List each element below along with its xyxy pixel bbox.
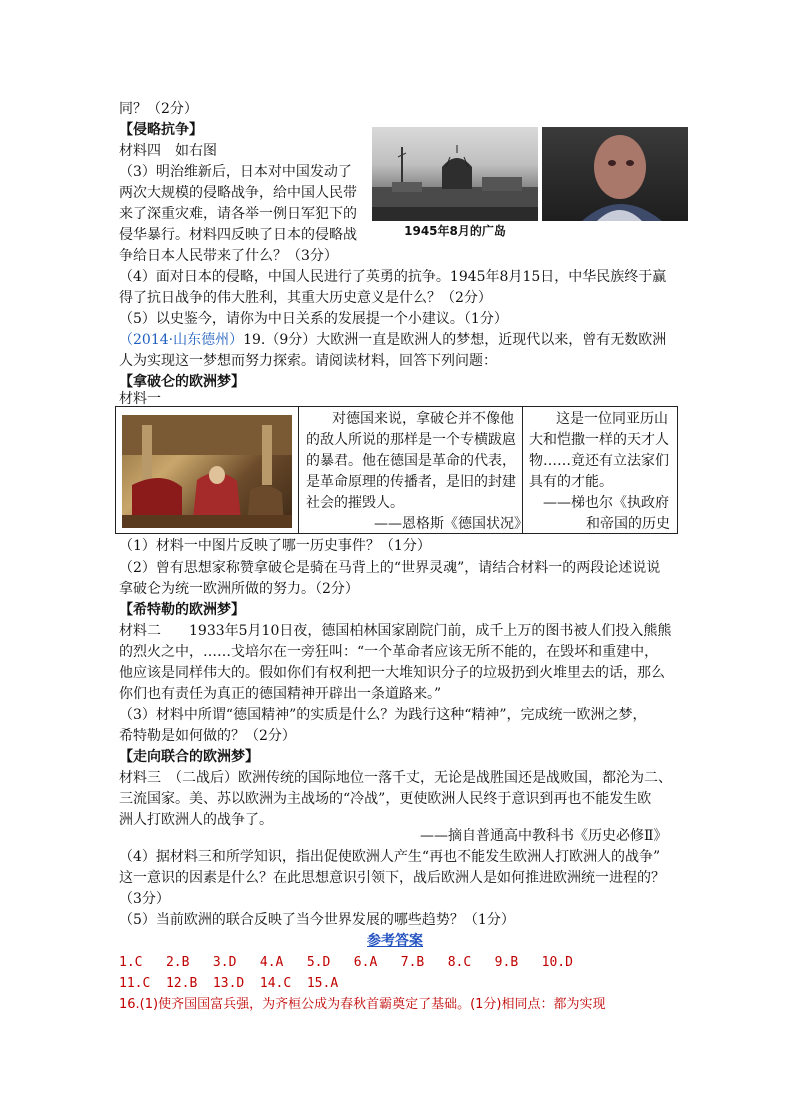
- text-line: 材料一: [119, 391, 161, 407]
- answer-row: 11.C 12.B 13.D 14.C 15.A: [119, 976, 339, 991]
- text-line: 拿破仑为统一欧洲所做的努力。（2分）: [119, 581, 359, 597]
- thiers-quote-line: 大和恺撒一样的天才人: [529, 432, 669, 448]
- engels-quote-line: 的暴君。他在德国是革命的代表，: [306, 453, 516, 469]
- text-line: 得了抗日战争的伟大胜利，其重大历史意义是什么？（2分）: [119, 290, 492, 306]
- engels-quote-line: 对德国来说，拿破仑并不像他: [332, 411, 514, 427]
- text-line: 材料二 1933年5月10日夜，德国柏林国家剧院门前，成千上万的图书被人们投入熊熊: [119, 623, 672, 639]
- material-table: [115, 406, 678, 534]
- question-intro: [119, 329, 666, 351]
- text-line: 来了深重灾难，请各举一例日军犯下的: [119, 206, 357, 222]
- text-line: 希特勒是如何做的？（2分）: [119, 728, 296, 744]
- napoleon-coronation-painting: [122, 415, 292, 528]
- text-line: 材料三 （二战后）欧洲传统的国际地位一落千丈，无论是战胜国还是战败国，都沦为二、: [119, 770, 672, 786]
- thiers-quote-line: 这是一位同亚历山: [556, 411, 668, 427]
- section-heading: 【侵略抗争】: [119, 122, 203, 138]
- text-line: 你们也有责任为真正的德国精神开辟出一条道路来。”: [119, 686, 442, 702]
- thiers-source: ——梯也尔《执政府: [543, 495, 669, 511]
- text-line: （2）曾有思想家称赞拿破仑是骑在马背上的“世界灵魂”，请结合材料一的两段论述说说: [119, 560, 661, 576]
- text-line: 争给日本人民带来了什么？（3分）: [119, 248, 338, 264]
- text-line: （5）以史鉴今，请你为中日关系的发展提一个小建议。（1分）: [119, 311, 508, 327]
- text-line: 他应该是同样伟大的。假如你们有权利把一大堆知识分子的垃圾扔到火堆里去的话，那么: [119, 665, 665, 681]
- text-line: （4）面对日本的侵略，中国人民进行了英勇的抗争。1945年8月15日，中华民族终于赢: [119, 269, 667, 285]
- text-line: （3）材料中所谓“德国精神”的实质是什么？为践行这种“精神”，完成统一欧洲之梦，: [119, 707, 647, 723]
- text-line: 这一意识的因素是什么？在此思想意识引领下，战后欧洲人是如何推进欧洲统一进程的？: [119, 870, 665, 886]
- question-text: 19.（9分）大欧洲一直是欧洲人的梦想，近现代以来，曾有无数欧洲: [243, 332, 667, 348]
- answer-row: 16.(1)使齐国国富兵强，为齐桓公成为春秋首霸奠定了基础。(1分)相同点：都为实现: [119, 997, 606, 1012]
- engels-source: ——恩格斯《德国状况》: [374, 516, 528, 532]
- text-line: 材料四 如右图: [119, 143, 217, 159]
- text-line: （1）材料一中图片反映了哪一历史事件？（1分）: [119, 538, 431, 554]
- engels-quote-line: 是革命原理的传播者，是旧的封建: [306, 474, 516, 490]
- text-line: （4）据材料三和所学知识，指出促使欧洲人产生“再也不能发生欧洲人打欧洲人的战争”: [119, 849, 661, 865]
- text-line: （3分）: [119, 891, 170, 907]
- text-line: 洲人打欧洲人的战争了。: [119, 812, 273, 828]
- text-line: （3）明治维新后，日本对中国发动了: [119, 164, 352, 180]
- text-line: 侵华暴行。材料四反映了日本的侵略战: [119, 227, 357, 243]
- text-line: 人为实现这一梦想而努力探索。请阅读材料，回答下列问题：: [119, 353, 497, 369]
- section-heading: 【希特勒的欧洲梦】: [119, 602, 245, 618]
- hiroshima-ruins-photo: [372, 127, 538, 221]
- text-line: （5）当前欧洲的联合反映了当今世界发展的哪些趋势？（1分）: [119, 912, 515, 928]
- section-heading: 【拿破仑的欧洲梦】: [119, 374, 245, 390]
- engels-quote-line: 社会的摧毁人。: [306, 495, 404, 511]
- question-source: （2014·山东德州）: [119, 332, 244, 348]
- thiers-source: 和帝国的历史: [586, 516, 670, 532]
- answers-title: 参考答案: [367, 933, 423, 949]
- section-heading: 【走向联合的欧洲梦】: [119, 749, 259, 765]
- thiers-quote-line: 具有的才能。: [529, 474, 613, 490]
- engels-quote-line: 的敌人所说的那样是一个专横跋扈: [306, 432, 516, 448]
- citation: ——摘自普通高中教科书《历史必修Ⅱ》: [420, 828, 668, 844]
- text-line: 的烈火之中，……戈培尔在一旁狂叫：“一个革命者应该无所不能的，在毁坏和重建中，: [119, 644, 659, 660]
- thiers-quote-line: 物……竟还有立法家们: [529, 453, 669, 469]
- text-line: 两次大规模的侵略战争，给中国人民带: [119, 185, 357, 201]
- text-line: 三流国家。美、苏以欧洲为主战场的“冷战”，更使欧洲人民终于意识到再也不能发生欧: [119, 791, 652, 807]
- answer-row: 1.C 2.B 3.D 4.A 5.D 6.A 7.B 8.C 9.B 10.D: [119, 955, 573, 970]
- photo-caption: 1945年8月的广岛: [404, 224, 506, 238]
- text-line: 同？（2分）: [119, 101, 198, 117]
- atomic-bomb-victim-photo: [542, 127, 688, 221]
